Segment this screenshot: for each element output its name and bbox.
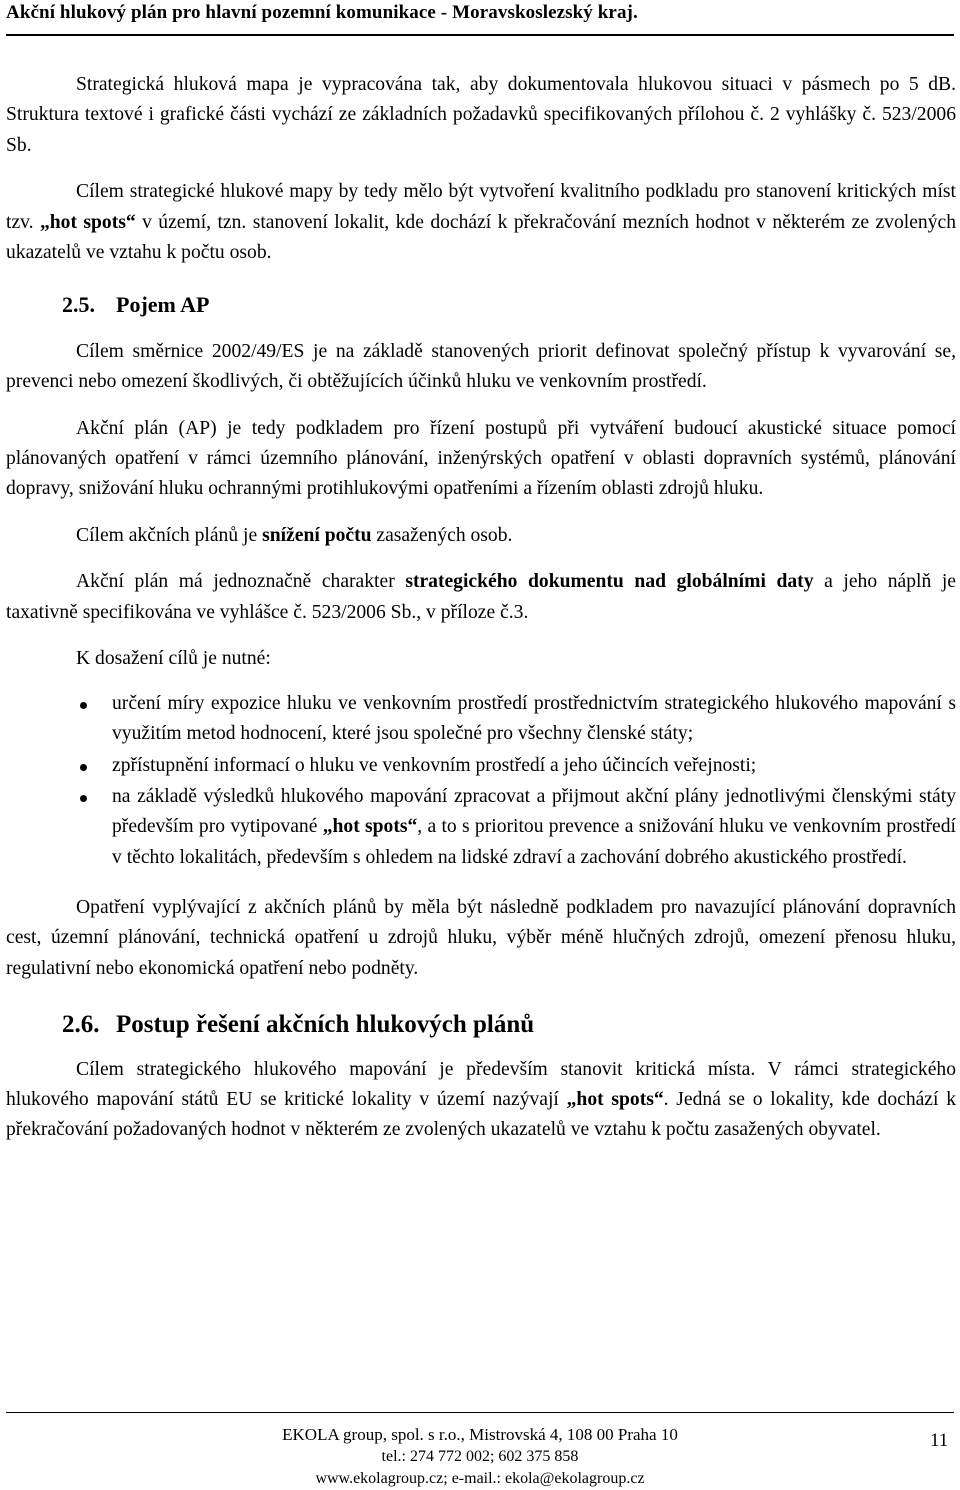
section-heading-2-6 — [6, 1010, 956, 1040]
bullet-icon — [80, 795, 87, 802]
footer-company-address: EKOLA group, spol. s r.o., Mistrovská 4, 108 00 Praha 10 — [282, 1425, 678, 1444]
document-header-title: Akční hlukový plán pro hlavní pozemní komunikace - Moravskoslezský kraj. — [6, 2, 638, 23]
section-number: 2.5. — [62, 292, 95, 318]
text-run: Akční plán má jednoznačně charakter — [76, 571, 406, 593]
bold-strategic-document: strategického dokumentu nad globálními daty — [405, 571, 814, 593]
paragraph-directive: Cílem směrnice 2002/49/ES je na základě stanovených priorit definovat společný přístup k vyvarování se, prevenci nebo omezení škodlivých, či obtěžujících účinků hluku ve venkovním prostředí. — [6, 340, 956, 393]
list-item — [6, 782, 956, 873]
text-run: Cílem strategické hlukové mapy by tedy mělo být vytvoření kvalitního podkladu pro stanovení kritických míst tzv. — [6, 181, 956, 233]
section-title: Postup řešení akčních hlukových plánů — [116, 1011, 535, 1039]
bold-reduction: snížení počtu — [262, 524, 372, 546]
paragraph-action-plan: Akční plán (AP) je tedy podkladem pro řízení postupů při vytváření budoucí akustické situace pomocí plánovaných opatření v rámci územního plánování, inženýrských opatření v oblasti dopravních systémů, plánování dopravy, snižování hluku ochrannými protihlukovými opatřeními a řízením oblasti zdrojů hluku. — [6, 417, 956, 500]
footer-phone: tel.: 274 772 002; 602 375 858 — [381, 1448, 579, 1465]
text-run: . Jedná se o lokality, kde dochází k překračování požadovaných hodnot v některém ze zvolených ukazatelů ve vztahu k počtu zasažených obyvatel. — [6, 1088, 956, 1141]
footer-divider — [6, 1412, 954, 1413]
page-content — [6, 70, 956, 1162]
text-run: , a to s prioritou prevence a snižování hluku ve venkovním prostředí v těchto lokalitách, především s ohledem na lidské zdraví a zachování dobrého akustického prostředí. — [112, 816, 956, 868]
page-footer — [0, 1424, 960, 1490]
text-run: a jeho náplň je taxativně specifikována ve vyhlášce č. 523/2006 Sb., v příloze č.3. — [6, 571, 956, 623]
text-run: na základě výsledků hlukového mapování zpracovat a přijmout akční plány jednotlivými členskými státy především pro vytipované — [112, 785, 956, 838]
paragraph-plan-goal — [6, 521, 956, 551]
footer-web-email: www.ekolagroup.cz; e-mail.: ekola@ekolagroup.cz — [315, 1470, 645, 1487]
paragraph-measures: Opatření vyplývající z akčních plánů by měla být následně podkladem pro navazující plánování dopravních cest, územní plánování, technická opatření u zdrojů hluku, výběr méně hlučných zdrojů, omezení přenosu hluku, regulativní nebo ekonomická opatření nebo podněty. — [6, 896, 956, 979]
list-item — [6, 751, 956, 781]
text-run: Cílem akčních plánů je — [76, 524, 263, 546]
header-divider — [6, 34, 954, 36]
text-run: zasažených osob. — [371, 524, 513, 546]
list-item — [6, 689, 956, 750]
list-item-text: určení míry expozice hluku ve venkovním prostředí prostřednictvím strategického hlukového mapování s využitím metod hodnocení, které jsou společné pro všechny členské státy; — [112, 692, 956, 744]
section-title: Pojem AP — [116, 292, 210, 318]
bold-hot-spots: „hot spots“ — [39, 211, 136, 233]
text-run: Cílem strategického hlukového mapování je především stanovit kritická místa. V rámci strategického hlukového mapování států EU se kritické lokality v území nazývají — [6, 1058, 956, 1110]
paragraph-plan-character — [6, 567, 956, 628]
text-run: v území, tzn. stanovení lokalit, kde dochází k překračování mezních hodnot v některém ze zvolených ukazatelů ve vztahu k počtu osob. — [6, 211, 956, 264]
paragraph-procedure — [6, 1055, 956, 1146]
paragraph-map-goal — [6, 177, 956, 268]
page-number: 11 — [930, 1430, 949, 1451]
paragraph-noise-map: Strategická hluková mapa je vypracována tak, aby dokumentovala hlukovou situaci v pásmech po 5 dB. Struktura textové i grafické části vychází ze základních požadavků specifikovaných přílohou č. 2 vyhlášky č. 523/2006 Sb. — [6, 74, 956, 156]
requirements-list — [6, 689, 956, 873]
bullet-icon — [80, 764, 87, 771]
bold-hot-spots: „hot spots“ — [566, 1088, 664, 1110]
section-number: 2.6. — [62, 1011, 100, 1039]
bullet-icon — [80, 702, 87, 709]
section-heading-2-5 — [6, 290, 956, 320]
paragraph-requirements-intro: K dosažení cílů je nutné: — [76, 648, 271, 670]
list-item-text: zpřístupnění informací o hluku ve venkovním prostředí a jeho účincích veřejnosti; — [112, 755, 757, 777]
bold-hot-spots: „hot spots“ — [322, 816, 418, 838]
